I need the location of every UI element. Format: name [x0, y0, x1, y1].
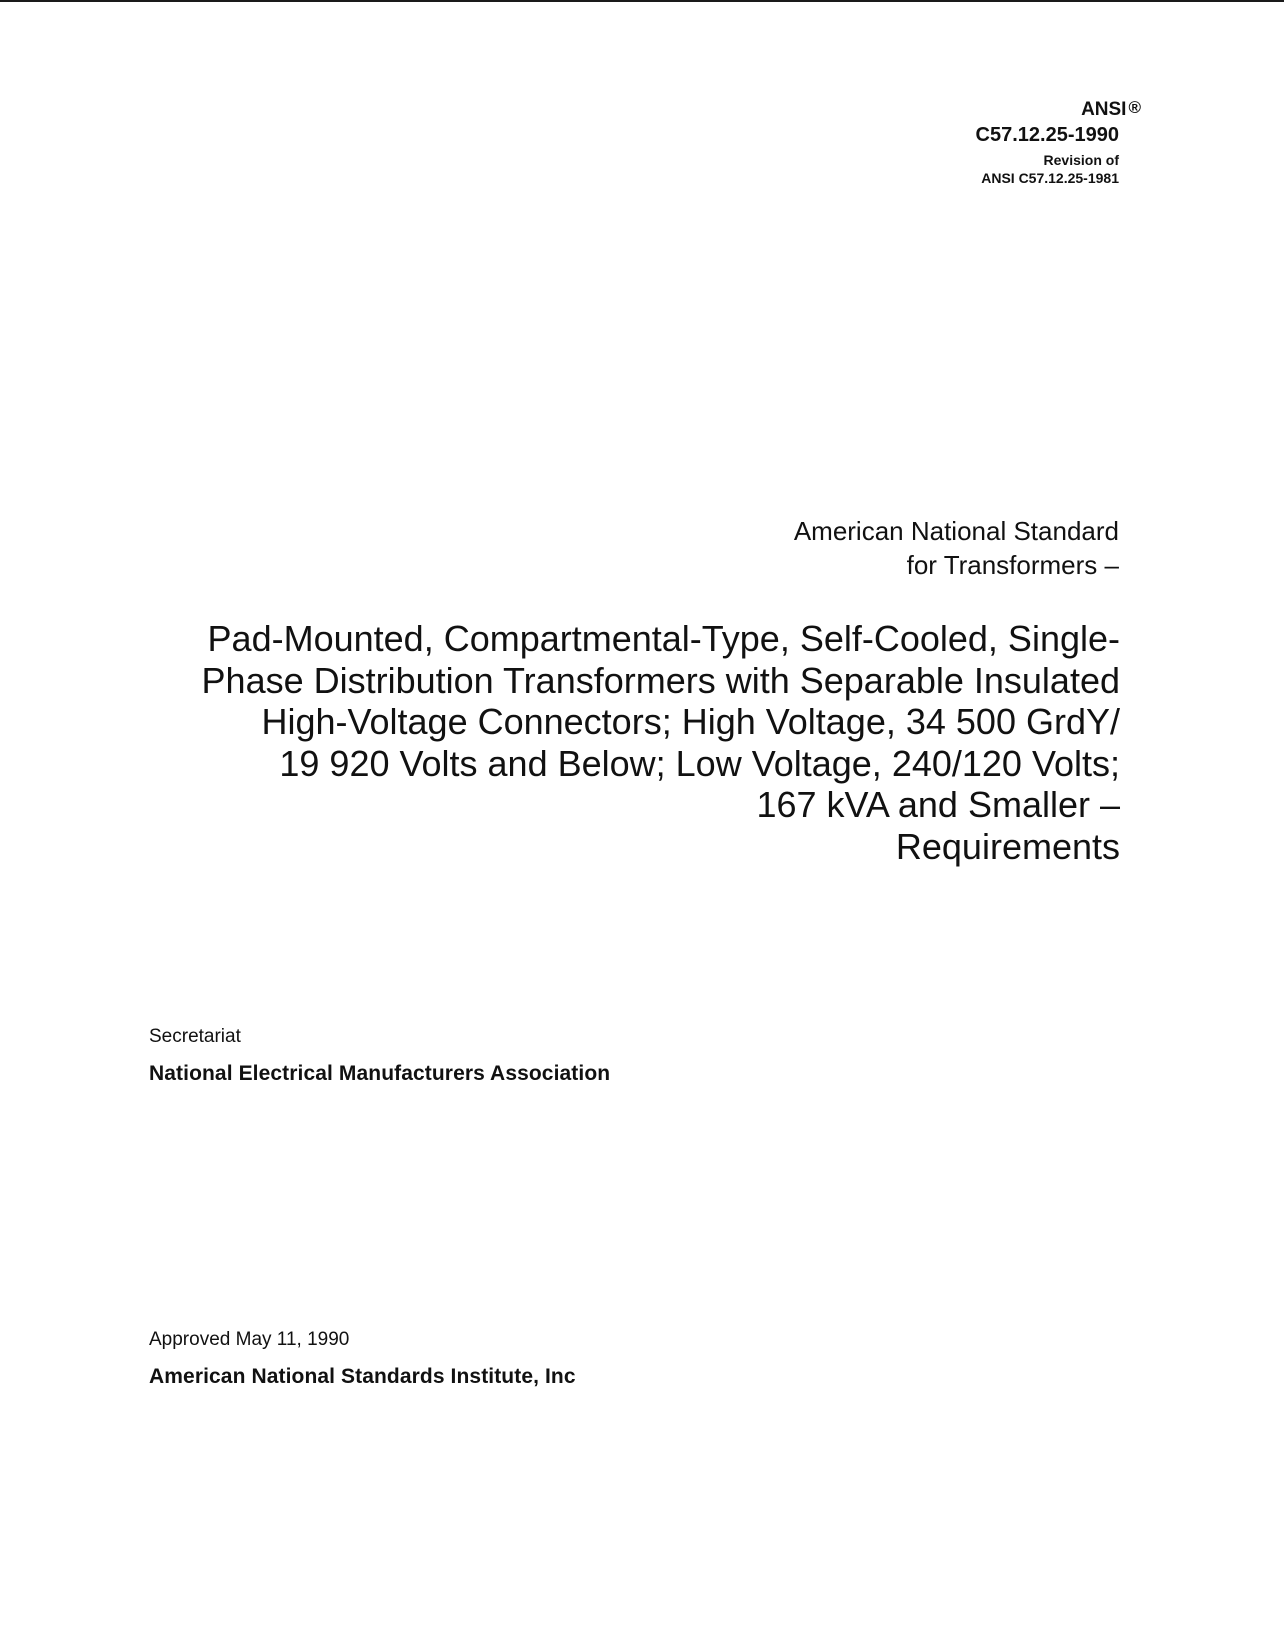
secretariat-section	[149, 1025, 610, 1087]
title-line: 19 920 Volts and Below; Low Voltage, 240/120 Volts;	[279, 742, 1120, 784]
approving-organization: American National Standards Institute, Inc	[149, 1365, 576, 1388]
title-line: Phase Distribution Transformers with Separable Insulated	[201, 659, 1120, 701]
title-line: 167 kVA and Smaller –	[756, 784, 1120, 825]
revision-of-standard: ANSI C57.12.25-1981	[981, 170, 1119, 186]
secretariat-organization: National Electrical Manufacturers Association	[149, 1062, 611, 1085]
subtitle-line-1: American National Standard	[793, 516, 1119, 546]
standard-designation	[975, 96, 1141, 187]
title-line: High-Voltage Connectors; High Voltage, 34 500 GrdY/	[261, 701, 1120, 742]
registered-trademark-symbol: ®	[1128, 98, 1141, 117]
ansi-label: ANSI	[1081, 99, 1127, 120]
title-line: Pad-Mounted, Compartmental-Type, Self-Cooled, Single-	[207, 618, 1120, 659]
approval-section	[149, 1328, 576, 1390]
ansi-mark	[998, 96, 1141, 122]
secretariat-label: Secretariat	[149, 1026, 241, 1047]
document-title	[120, 618, 1120, 867]
title-line: Requirements	[895, 825, 1120, 867]
approval-date: Approved May 11, 1990	[149, 1329, 350, 1350]
subtitle-line-2: for Transformers –	[906, 550, 1119, 580]
standard-number: C57.12.25-1990	[975, 124, 1119, 146]
top-border-rule	[0, 0, 1284, 2]
document-subtitle	[794, 514, 1119, 582]
revision-label: Revision of	[1043, 152, 1119, 168]
